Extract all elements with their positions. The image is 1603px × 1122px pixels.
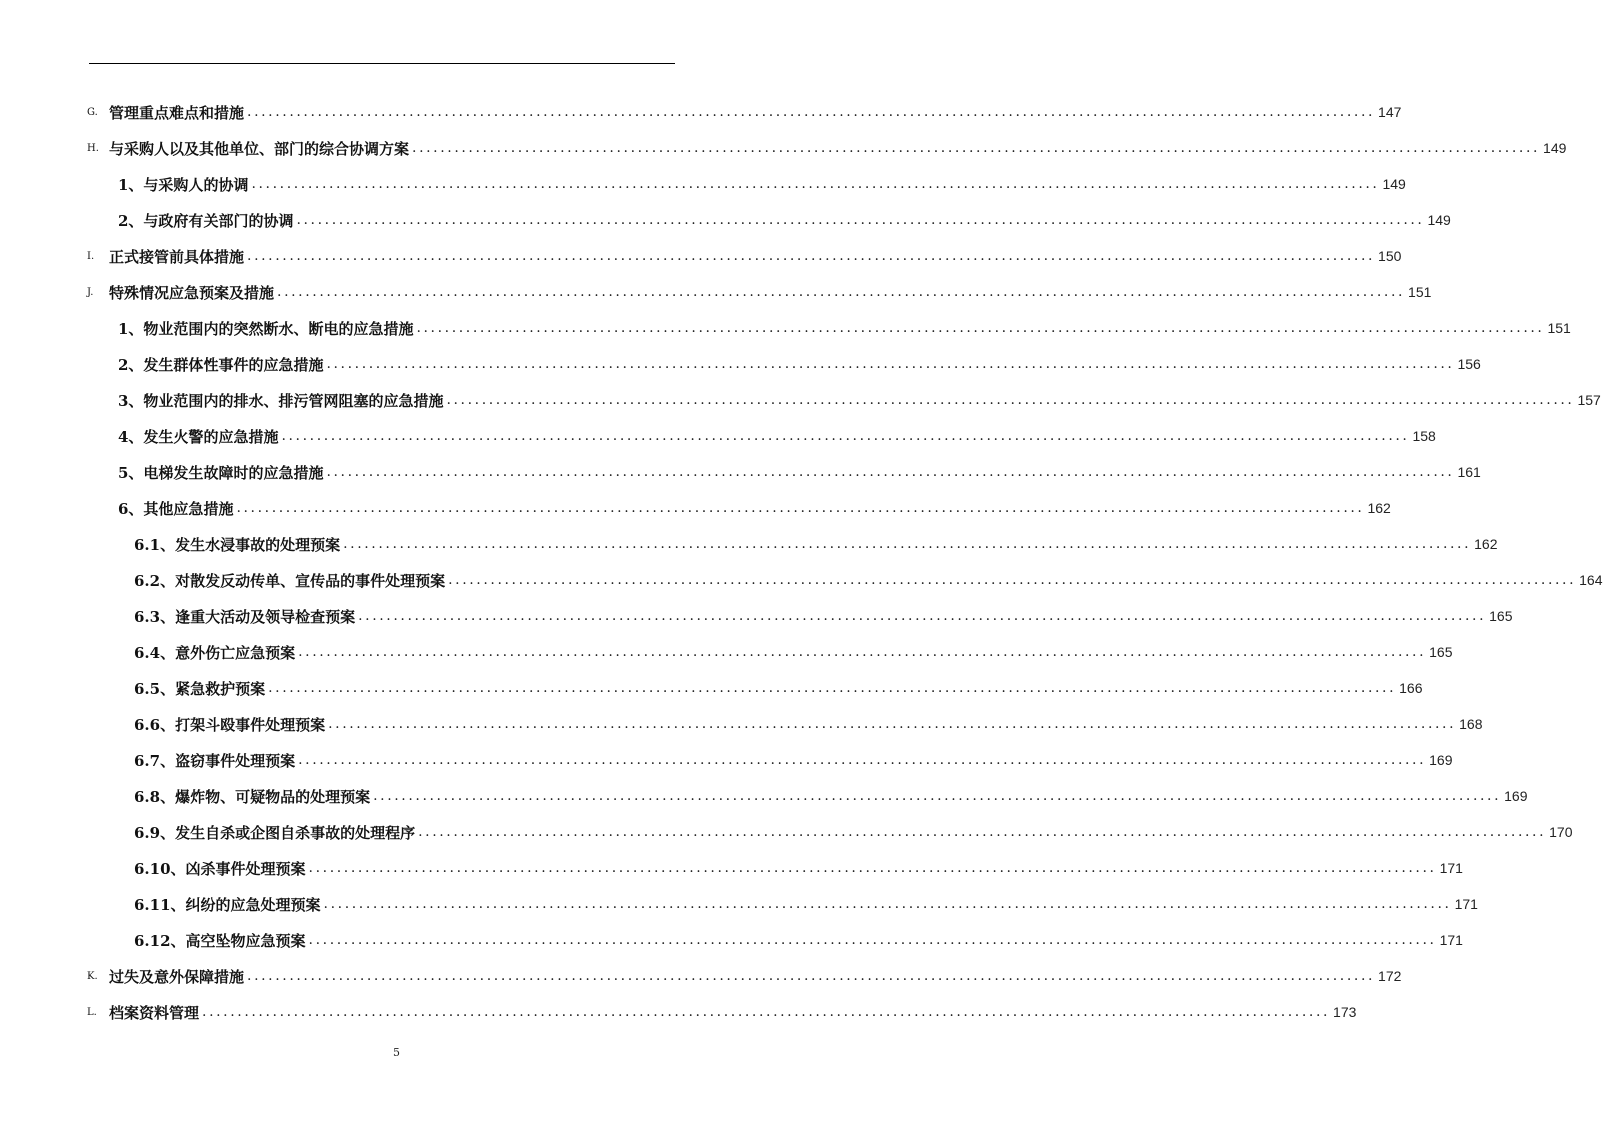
toc-entry-title: 3、物业范围内的排水、排污管网阻塞的应急措施: [118, 391, 444, 410]
toc-dot-leader: ................................................................................................................................................................: [296, 212, 1425, 228]
page-number: 5: [393, 1046, 400, 1059]
toc-entry-title: 与采购人以及其他单位、部门的综合协调方案: [109, 139, 410, 158]
toc-entry-page: 151: [1408, 284, 1432, 300]
toc-entry-page: 168: [1459, 716, 1483, 732]
toc-entry-title: 6.8、爆炸物、可疑物品的处理预案: [134, 787, 371, 806]
toc-entry-page: 171: [1439, 860, 1463, 876]
toc-entry-page: 171: [1439, 932, 1463, 948]
toc-dot-leader: ................................................................................................................................................................: [298, 752, 1427, 768]
toc-entry-page: 164: [1579, 572, 1603, 588]
toc-entry[interactable]: [134, 634, 1453, 670]
toc-dot-leader: ................................................................................................................................................................: [323, 896, 1452, 912]
toc-entry[interactable]: [134, 742, 1453, 778]
toc-entry-page: 165: [1429, 644, 1453, 660]
toc-dot-leader: ................................................................................................................................................................: [268, 680, 1397, 696]
toc-entry-title: 6.12、高空坠物应急预案: [134, 931, 306, 950]
toc-entry[interactable]: [118, 418, 1436, 454]
toc-entry[interactable]: [118, 454, 1481, 490]
toc-entry-marker: I.: [87, 250, 95, 262]
toc-entry-page: 157: [1577, 392, 1601, 408]
toc-entry[interactable]: [87, 958, 1402, 994]
toc-dot-leader: ................................................................................................................................................................: [281, 428, 1410, 444]
toc-entry-title: 正式接管前具体措施: [109, 247, 245, 266]
toc-entry-page: 162: [1367, 500, 1391, 516]
toc-entry-page: 162: [1474, 536, 1498, 552]
toc-entry[interactable]: [87, 238, 1402, 274]
toc-dot-leader: ................................................................................................................................................................: [236, 500, 1365, 516]
toc-dot-leader: ................................................................................................................................................................: [446, 392, 1575, 408]
toc-dot-leader: ................................................................................................................................................................: [373, 788, 1502, 804]
toc-dot-leader: ................................................................................................................................................................: [418, 824, 1547, 840]
toc-entry-title: 6.10、凶杀事件处理预案: [134, 859, 306, 878]
toc-entry-page: 150: [1378, 248, 1402, 264]
toc-dot-leader: ................................................................................................................................................................: [416, 320, 1545, 336]
toc-dot-leader: ................................................................................................................................................................: [247, 968, 1376, 984]
toc-entry[interactable]: [87, 994, 1357, 1030]
toc-dot-leader: ................................................................................................................................................................: [412, 140, 1541, 156]
toc-dot-leader: ................................................................................................................................................................: [308, 860, 1437, 876]
toc-entry-page: 170: [1549, 824, 1573, 840]
toc-entry-title: 特殊情况应急预案及措施: [109, 283, 275, 302]
toc-dot-leader: ................................................................................................................................................................: [448, 572, 1577, 588]
toc-entry[interactable]: [134, 778, 1528, 814]
toc-entry-title: 过失及意外保障措施: [109, 967, 245, 986]
toc-entry-page: 166: [1399, 680, 1423, 696]
toc-dot-leader: ................................................................................................................................................................: [247, 104, 1376, 120]
toc-entry-page: 147: [1378, 104, 1402, 120]
toc-entry-title: 5、电梯发生故障时的应急措施: [118, 463, 324, 482]
toc-entry-title: 6.5、紧急救护预案: [134, 679, 266, 698]
toc-entry-title: 6.6、打架斗殴事件处理预案: [134, 715, 326, 734]
toc-entry[interactable]: [118, 166, 1406, 202]
toc-entry[interactable]: [118, 202, 1451, 238]
toc-entry-page: 169: [1429, 752, 1453, 768]
toc-dot-leader: ................................................................................................................................................................: [328, 716, 1457, 732]
toc-entry[interactable]: [118, 310, 1571, 346]
toc-entry[interactable]: [134, 922, 1463, 958]
toc-entry-page: 171: [1454, 896, 1478, 912]
toc-entry-page: 151: [1547, 320, 1571, 336]
toc-entry-marker: K.: [87, 970, 98, 982]
toc-entry-page: 161: [1457, 464, 1481, 480]
header-rule: [89, 63, 675, 64]
toc-entry-title: 1、物业范围内的突然断水、断电的应急措施: [118, 319, 414, 338]
toc-entry-title: 4、发生火警的应急措施: [118, 427, 279, 446]
toc-entry-title: 6.2、对散发反动传单、宣传品的事件处理预案: [134, 571, 446, 590]
toc-entry-title: 6.1、发生水浸事故的处理预案: [134, 535, 341, 554]
toc-entry-page: 165: [1489, 608, 1513, 624]
toc-entry[interactable]: [134, 562, 1603, 598]
toc-dot-leader: ................................................................................................................................................................: [202, 1004, 1331, 1020]
toc-entry[interactable]: [87, 94, 1402, 130]
toc-entry-title: 管理重点难点和措施: [109, 103, 245, 122]
toc-entry[interactable]: [134, 814, 1573, 850]
toc-entry[interactable]: [87, 274, 1432, 310]
toc-entry-page: 158: [1412, 428, 1436, 444]
toc-entry-title: 6.9、发生自杀或企图自杀事故的处理程序: [134, 823, 416, 842]
toc-entry-title: 6.7、盗窃事件处理预案: [134, 751, 296, 770]
toc-entry-title: 1、与采购人的协调: [118, 175, 249, 194]
toc-entry-page: 156: [1457, 356, 1481, 372]
toc-entry-title: 6.4、意外伤亡应急预案: [134, 643, 296, 662]
toc-entry-title: 档案资料管理: [109, 1003, 200, 1022]
toc-dot-leader: ................................................................................................................................................................: [298, 644, 1427, 660]
toc-entry-marker: J.: [87, 286, 94, 298]
toc-dot-leader: ................................................................................................................................................................: [326, 356, 1455, 372]
toc-entry-page: 173: [1333, 1004, 1357, 1020]
toc-dot-leader: ................................................................................................................................................................: [277, 284, 1406, 300]
toc-entry-marker: L.: [87, 1006, 97, 1018]
toc-entry[interactable]: [134, 670, 1423, 706]
toc-entry[interactable]: [87, 130, 1567, 166]
toc-entry[interactable]: [134, 598, 1513, 634]
toc-entry[interactable]: [134, 850, 1463, 886]
toc-entry[interactable]: [134, 886, 1478, 922]
toc-dot-leader: ................................................................................................................................................................: [247, 248, 1376, 264]
toc-entry[interactable]: [134, 526, 1498, 562]
toc-entry-page: 149: [1543, 140, 1567, 156]
toc-entry-marker: H.: [87, 142, 99, 154]
toc-entry-title: 6.3、逢重大活动及领导检查预案: [134, 607, 356, 626]
toc-entry-page: 172: [1378, 968, 1402, 984]
toc-dot-leader: ................................................................................................................................................................: [308, 932, 1437, 948]
toc-dot-leader: ................................................................................................................................................................: [326, 464, 1455, 480]
toc-entry[interactable]: [118, 382, 1601, 418]
toc-entry-marker: G.: [87, 106, 98, 118]
toc-dot-leader: ................................................................................................................................................................: [358, 608, 1487, 624]
toc-dot-leader: ................................................................................................................................................................: [343, 536, 1472, 552]
toc-entry-title: 6.11、纠纷的应急处理预案: [134, 895, 321, 914]
toc-entry[interactable]: [118, 490, 1391, 526]
toc-entry[interactable]: [134, 706, 1483, 742]
toc-entry-title: 6、其他应急措施: [118, 499, 234, 518]
toc-entry-title: 2、发生群体性事件的应急措施: [118, 355, 324, 374]
toc-entry-title: 2、与政府有关部门的协调: [118, 211, 294, 230]
toc-entry-page: 149: [1382, 176, 1406, 192]
toc-entry-page: 169: [1504, 788, 1528, 804]
toc-entry[interactable]: [118, 346, 1481, 382]
toc-entry-page: 149: [1427, 212, 1451, 228]
toc-dot-leader: ................................................................................................................................................................: [251, 176, 1380, 192]
